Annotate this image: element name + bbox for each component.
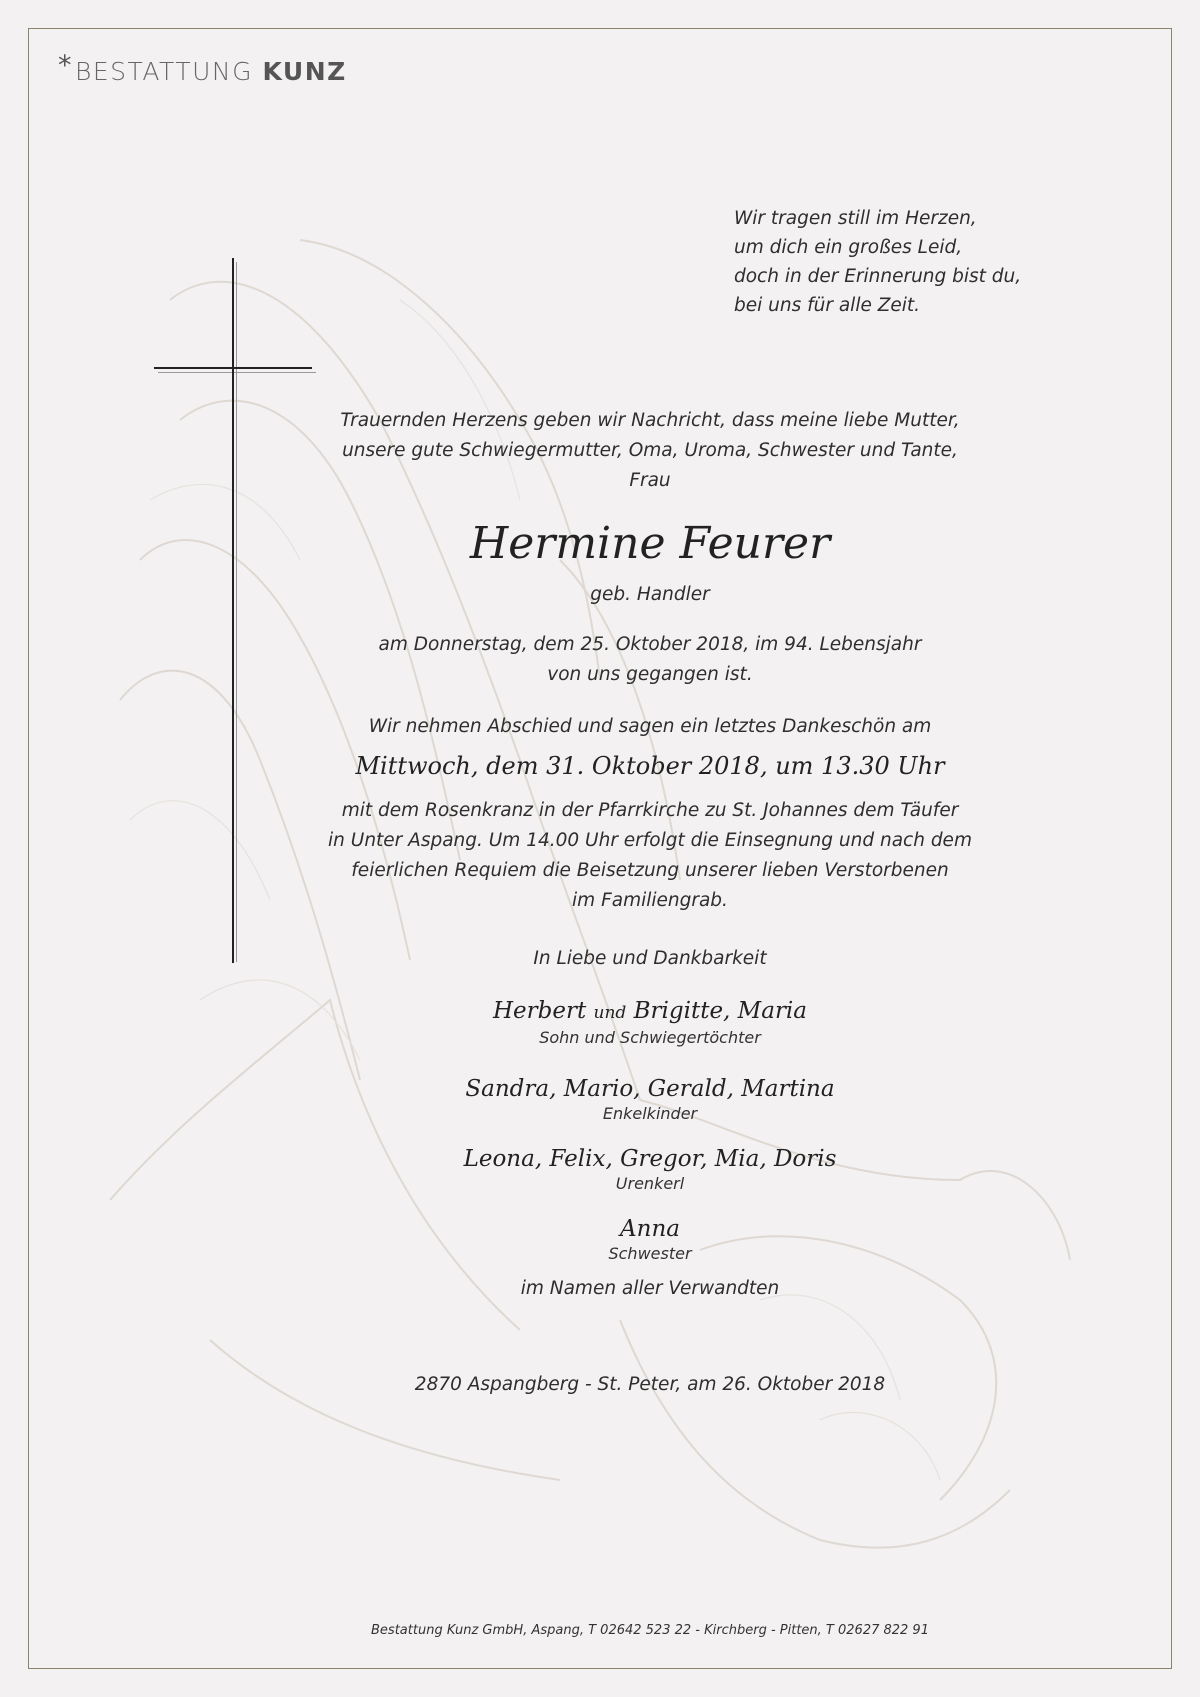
cross-icon-horizontal [154, 367, 312, 369]
cross-shadow-horizontal [158, 372, 316, 373]
conjunction: und [593, 1003, 627, 1023]
funeral-line: feierlichen Requiem die Beisetzung unserer lieben Verstorbenen [351, 860, 949, 881]
closing-phrase: In Liebe und Dankbarkeit [533, 948, 767, 969]
announcement-line: Trauernden Herzens geben wir Nachricht, dass meine liebe Mutter, [340, 410, 960, 431]
son-name: Herbert [492, 998, 587, 1024]
funeral-line: in Unter Aspang. Um 14.00 Uhr erfolgt die Einsegnung und nach dem [328, 830, 972, 851]
family-sister [250, 1214, 1050, 1264]
family-grandchildren [250, 1074, 1050, 1124]
relation-label: Schwester [608, 1244, 692, 1263]
death-notice [250, 630, 1050, 690]
funeral-details [250, 796, 1050, 916]
logo-brand: BESTATTUNG [75, 57, 254, 86]
deceased-name: Hermine Feurer [469, 518, 831, 569]
farewell-intro: Wir nehmen Abschied und sagen ein letztes Dankeschön am [368, 716, 932, 737]
poem-line: Wir tragen still im Herzen, [734, 208, 977, 229]
cross-icon-vertical [232, 258, 234, 963]
funeral-date: Mittwoch, dem 31. Oktober 2018, um 13.30 Uhr [355, 752, 945, 780]
death-line: von uns gegangen ist. [547, 664, 753, 685]
footer-contact: Bestattung Kunz GmbH, Aspang, T 02642 523 22 - Kirchberg - Pitten, T 02627 822 91 [371, 1623, 929, 1638]
relation-label: Sohn und Schwiegertöchter [539, 1028, 761, 1047]
death-line: am Donnerstag, dem 25. Oktober 2018, im 94. Lebensjahr [378, 634, 922, 655]
announcement [250, 406, 1050, 496]
memorial-poem [734, 204, 1034, 320]
logo-star: * [58, 50, 73, 81]
family-son [250, 996, 1050, 1048]
funeral-line: mit dem Rosenkranz in der Pfarrkirche zu St. Johannes dem Täufer [341, 800, 959, 821]
poem-line: um dich ein großes Leid, [734, 237, 963, 258]
birth-name: geb. Handler [590, 584, 710, 605]
relatives-line: im Namen aller Verwandten [520, 1278, 780, 1299]
relation-label: Urenkerl [615, 1174, 685, 1193]
place-and-date: 2870 Aspangberg - St. Peter, am 26. Oktober 2018 [414, 1374, 886, 1395]
announcement-line: unsere gute Schwiegermutter, Oma, Uroma, Schwester und Tante, [342, 440, 958, 461]
great-grandchildren-names: Leona, Felix, Gregor, Mia, Doris [463, 1146, 837, 1172]
funeral-line: im Familiengrab. [572, 890, 728, 911]
announcement-line: Frau [629, 470, 671, 491]
daughters-in-law: Brigitte, Maria [633, 998, 808, 1024]
poem-line: doch in der Erinnerung bist du, [734, 266, 1022, 287]
poem-line: bei uns für alle Zeit. [734, 295, 921, 316]
funeral-home-logo [58, 50, 347, 87]
logo-brand-bold: KUNZ [262, 57, 347, 86]
relation-label: Enkelkinder [602, 1104, 698, 1123]
grandchildren-names: Sandra, Mario, Gerald, Martina [465, 1076, 835, 1102]
family-great-grandchildren [250, 1144, 1050, 1194]
sister-name: Anna [620, 1216, 680, 1242]
